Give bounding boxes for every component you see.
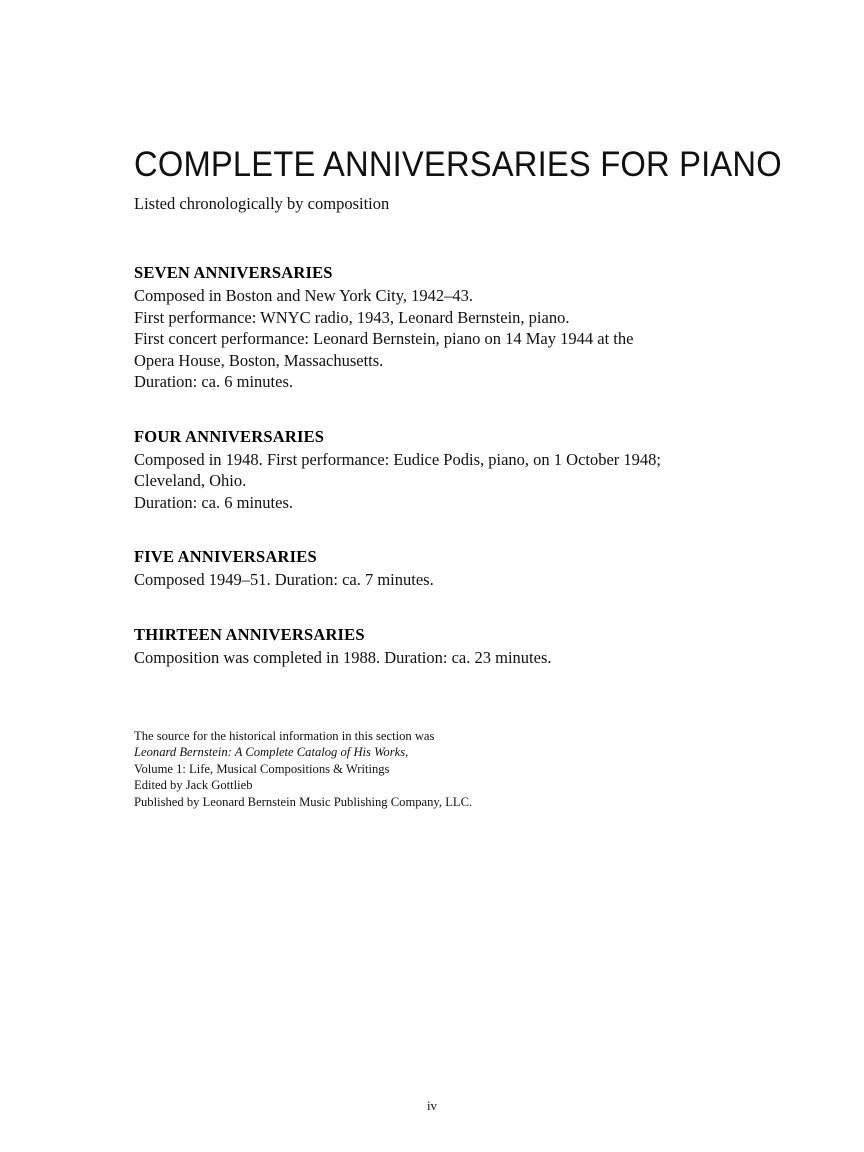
section-line: Composed 1949–51. Duration: ca. 7 minutes. bbox=[134, 570, 434, 589]
section-line: First performance: WNYC radio, 1943, Leonard Bernstein, piano. bbox=[134, 307, 570, 327]
section-heading: SEVEN ANNIVERSARIES bbox=[134, 263, 333, 282]
section-line: First concert performance: Leonard Bernstein, piano on 14 May 1944 at the bbox=[134, 329, 634, 348]
section-line: Cleveland, Ohio. bbox=[134, 471, 247, 490]
sections-list bbox=[134, 262, 774, 668]
section-line: Composition was completed in 1988. Duration: ca. 23 minutes. bbox=[134, 647, 552, 667]
section-line: Composed in Boston and New York City, 1942–43. bbox=[134, 286, 474, 305]
page-subtitle: Listed chronologically by composition bbox=[134, 194, 390, 213]
page-content bbox=[134, 145, 782, 810]
section-line: Duration: ca. 6 minutes. bbox=[134, 492, 294, 512]
footnote-line: Published by Leonard Bernstein Music Publishing Company, LLC. bbox=[134, 794, 473, 809]
footnote-line: Volume 1: Life, Musical Compositions & Writings bbox=[134, 761, 390, 776]
page-number: iv bbox=[426, 1098, 438, 1113]
section bbox=[134, 624, 774, 669]
footnote-line: Edited by Jack Gottlieb bbox=[134, 778, 253, 793]
section-heading: FOUR ANNIVERSARIES bbox=[134, 426, 325, 446]
source-footnote bbox=[134, 728, 774, 810]
footnote-line: The source for the historical information in this section was bbox=[134, 729, 435, 743]
section bbox=[134, 262, 774, 393]
page-title: COMPLETE ANNIVERSARIES FOR PIANO bbox=[134, 145, 782, 184]
section-heading: FIVE ANNIVERSARIES bbox=[134, 547, 317, 566]
section-line: Duration: ca. 6 minutes. bbox=[134, 372, 294, 391]
section-line: Opera House, Boston, Massachusetts. bbox=[134, 350, 384, 370]
footnote-line: Leonard Bernstein: A Complete Catalog of His Works, bbox=[134, 745, 409, 760]
section bbox=[134, 426, 774, 514]
section bbox=[134, 546, 774, 591]
section-heading: THIRTEEN ANNIVERSARIES bbox=[134, 624, 365, 644]
section-line: Composed in 1948. First performance: Eudice Podis, piano, on 1 October 1948; bbox=[134, 449, 662, 469]
